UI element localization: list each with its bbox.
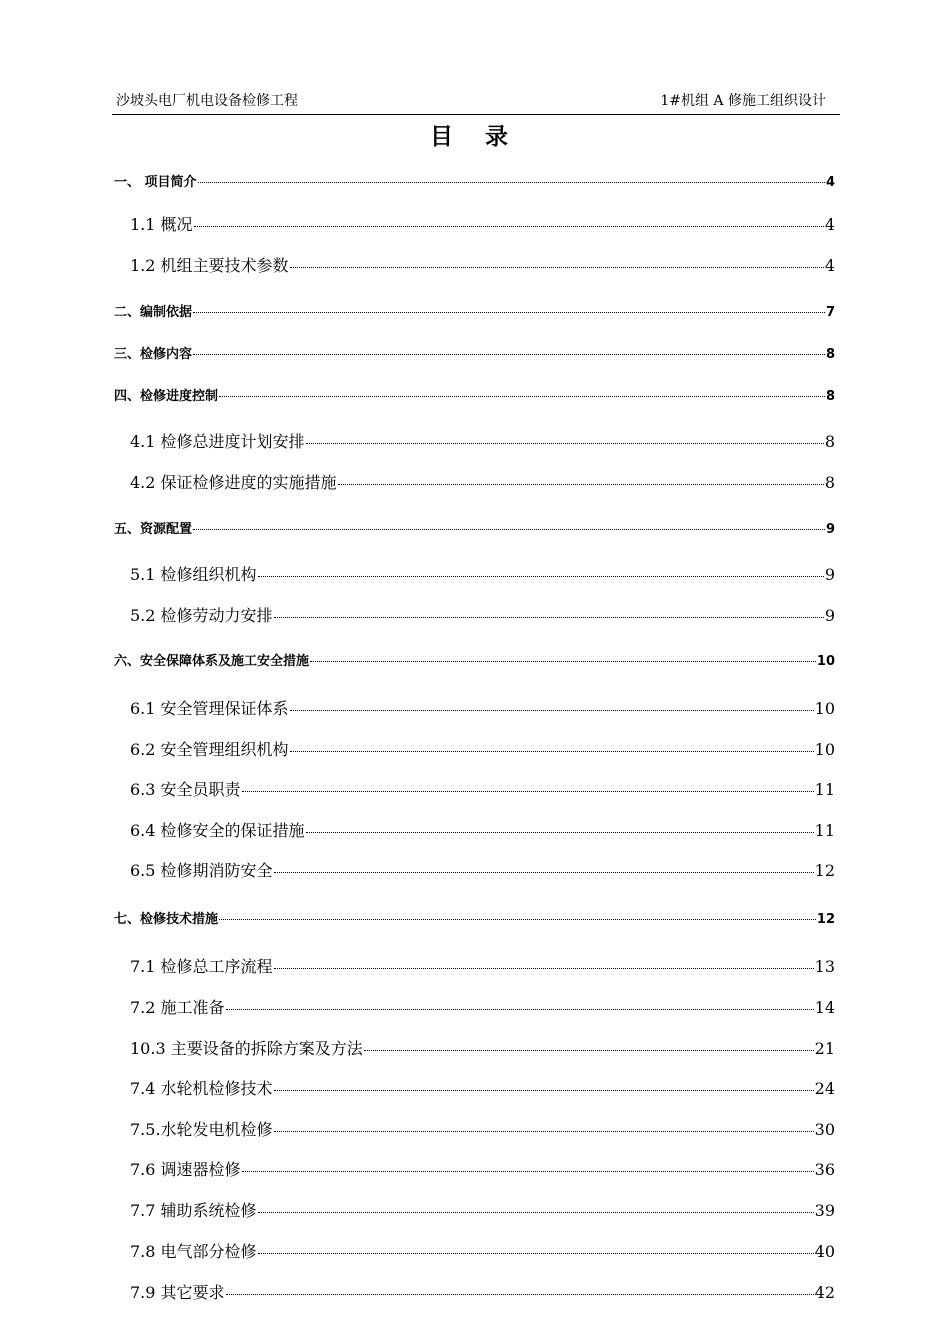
toc-entry-page-number: 39 bbox=[814, 1201, 835, 1220]
toc-dot-leader bbox=[338, 484, 824, 485]
toc-entry-page-number: 10 bbox=[814, 699, 835, 718]
toc-dot-leader bbox=[242, 791, 814, 792]
toc-entry-label: 七、检修技术措施 bbox=[114, 912, 219, 927]
toc-entry-label: 6.1 安全管理保证体系 bbox=[130, 699, 289, 718]
toc-entry-page-number: 40 bbox=[814, 1242, 835, 1261]
toc-entry-page-number: 8 bbox=[825, 389, 835, 404]
toc-entry-label: 6.2 安全管理组织机构 bbox=[130, 740, 289, 759]
toc-entry-page-number: 11 bbox=[814, 780, 835, 799]
toc-dot-leader bbox=[274, 968, 814, 969]
toc-entry-label: 一、 项目简介 bbox=[114, 175, 197, 190]
toc-entry[interactable] bbox=[130, 1198, 835, 1221]
toc-dot-leader bbox=[310, 661, 816, 662]
toc-entry[interactable] bbox=[114, 908, 835, 927]
toc-entry[interactable] bbox=[114, 343, 835, 362]
toc-entry-page-number: 10 bbox=[814, 740, 835, 759]
toc-entry-page-number: 30 bbox=[814, 1120, 835, 1139]
toc-entry-page-number: 14 bbox=[814, 998, 835, 1017]
toc-entry[interactable] bbox=[114, 171, 835, 190]
toc-entry-label: 5.2 检修劳动力安排 bbox=[130, 606, 273, 625]
toc-entry[interactable] bbox=[130, 429, 835, 452]
toc-dot-leader bbox=[194, 226, 824, 227]
toc-entry[interactable] bbox=[130, 1157, 835, 1180]
toc-dot-leader bbox=[290, 751, 814, 752]
toc-dot-leader bbox=[219, 396, 825, 397]
toc-dot-leader bbox=[258, 1212, 814, 1213]
toc-entry[interactable] bbox=[130, 1280, 835, 1303]
toc-dot-leader bbox=[193, 354, 825, 355]
toc-entry[interactable] bbox=[130, 562, 835, 585]
toc-entry-label: 7.2 施工准备 bbox=[130, 998, 225, 1017]
toc-entry[interactable] bbox=[130, 212, 835, 235]
toc-entry[interactable] bbox=[130, 818, 835, 841]
toc-entry-label: 7.6 调速器检修 bbox=[130, 1160, 241, 1179]
toc-entry[interactable] bbox=[130, 1076, 835, 1099]
toc-entry[interactable] bbox=[130, 1239, 835, 1262]
toc-entry-page-number: 4 bbox=[824, 256, 835, 275]
toc-entry-page-number: 42 bbox=[814, 1283, 835, 1302]
toc-entry-label: 四、检修进度控制 bbox=[114, 389, 219, 404]
header-document-name: 1#机组 A 修施工组织设计 bbox=[660, 93, 826, 109]
toc-entry-page-number: 8 bbox=[825, 347, 835, 362]
toc-entry[interactable] bbox=[114, 650, 835, 669]
toc-entry-page-number: 9 bbox=[824, 565, 835, 584]
toc-entry-page-number: 13 bbox=[814, 957, 835, 976]
toc-dot-leader bbox=[242, 1171, 814, 1172]
toc-entry-page-number: 36 bbox=[814, 1160, 835, 1179]
toc-dot-leader bbox=[290, 710, 814, 711]
toc-entry[interactable] bbox=[130, 995, 835, 1018]
toc-entry-page-number: 24 bbox=[814, 1079, 835, 1098]
toc-entry-page-number: 12 bbox=[814, 861, 835, 880]
toc-entry-label: 6.3 安全员职责 bbox=[130, 780, 241, 799]
toc-entry[interactable] bbox=[130, 470, 835, 493]
toc-entry-label: 10.3 主要设备的拆除方案及方法 bbox=[130, 1039, 363, 1058]
toc-dot-leader bbox=[274, 617, 824, 618]
toc-dot-leader bbox=[193, 312, 825, 313]
toc-entry[interactable] bbox=[114, 385, 835, 404]
toc-dot-leader bbox=[274, 1090, 814, 1091]
toc-entry-label: 7.8 电气部分检修 bbox=[130, 1242, 257, 1261]
toc-entry[interactable] bbox=[130, 696, 835, 719]
header-project-name: 沙坡头电厂机电设备检修工程 bbox=[116, 93, 298, 109]
toc-entry[interactable] bbox=[130, 603, 835, 626]
toc-entry-label: 7.9 其它要求 bbox=[130, 1283, 225, 1302]
toc-entry[interactable] bbox=[130, 777, 835, 800]
toc-entry-label: 6.5 检修期消防安全 bbox=[130, 861, 273, 880]
toc-entry-label: 4.1 检修总进度计划安排 bbox=[130, 432, 305, 451]
toc-dot-leader bbox=[219, 919, 816, 920]
toc-dot-leader bbox=[226, 1009, 814, 1010]
toc-entry-page-number: 12 bbox=[816, 912, 835, 927]
toc-entry-label: 1.2 机组主要技术参数 bbox=[130, 256, 289, 275]
toc-dot-leader bbox=[258, 576, 824, 577]
toc-entry-page-number: 4 bbox=[824, 215, 835, 234]
toc-dot-leader bbox=[274, 1131, 814, 1132]
toc-entry-page-number: 10 bbox=[816, 654, 835, 669]
toc-entry-label: 三、检修内容 bbox=[114, 347, 193, 362]
toc-entry-label: 二、编制依据 bbox=[114, 305, 193, 320]
toc-entry[interactable] bbox=[130, 954, 835, 977]
toc-dot-leader bbox=[364, 1050, 814, 1051]
toc-entry[interactable] bbox=[130, 1117, 835, 1140]
toc-entry-label: 7.5.水轮发电机检修 bbox=[130, 1120, 273, 1139]
toc-entry-label: 1.1 概况 bbox=[130, 215, 193, 234]
toc-entry-page-number: 8 bbox=[824, 473, 835, 492]
toc-entry[interactable] bbox=[114, 301, 835, 320]
toc-dot-leader bbox=[306, 832, 814, 833]
toc-entry[interactable] bbox=[114, 518, 835, 537]
toc-entry-page-number: 9 bbox=[825, 522, 835, 537]
toc-entry-page-number: 7 bbox=[825, 305, 835, 320]
toc-entry-label: 五、资源配置 bbox=[114, 522, 193, 537]
toc-dot-leader bbox=[290, 267, 824, 268]
toc-entry-label: 6.4 检修安全的保证措施 bbox=[130, 821, 305, 840]
toc-dot-leader bbox=[226, 1294, 814, 1295]
toc-entry-label: 7.7 辅助系统检修 bbox=[130, 1201, 257, 1220]
toc-dot-leader bbox=[258, 1253, 814, 1254]
toc-dot-leader bbox=[306, 443, 824, 444]
toc-entry-label: 4.2 保证检修进度的实施措施 bbox=[130, 473, 337, 492]
toc-entry-page-number: 21 bbox=[814, 1039, 835, 1058]
toc-entry-page-number: 11 bbox=[814, 821, 835, 840]
toc-dot-leader bbox=[274, 872, 814, 873]
toc-entry-page-number: 8 bbox=[824, 432, 835, 451]
toc-dot-leader bbox=[198, 182, 825, 183]
toc-entry[interactable] bbox=[130, 858, 835, 881]
toc-entry-label: 7.1 检修总工序流程 bbox=[130, 957, 273, 976]
toc-entry-page-number: 4 bbox=[825, 175, 835, 190]
toc-entry-page-number: 9 bbox=[824, 606, 835, 625]
toc-title: 目 录 bbox=[429, 124, 520, 150]
toc-entry[interactable] bbox=[130, 1036, 835, 1059]
toc-entry[interactable] bbox=[130, 737, 835, 760]
toc-entry[interactable] bbox=[130, 253, 835, 276]
toc-entry-label: 7.4 水轮机检修技术 bbox=[130, 1079, 273, 1098]
toc-entry-label: 5.1 检修组织机构 bbox=[130, 565, 257, 584]
toc-entry-label: 六、安全保障体系及施工安全措施 bbox=[114, 654, 310, 669]
toc-dot-leader bbox=[193, 529, 825, 530]
